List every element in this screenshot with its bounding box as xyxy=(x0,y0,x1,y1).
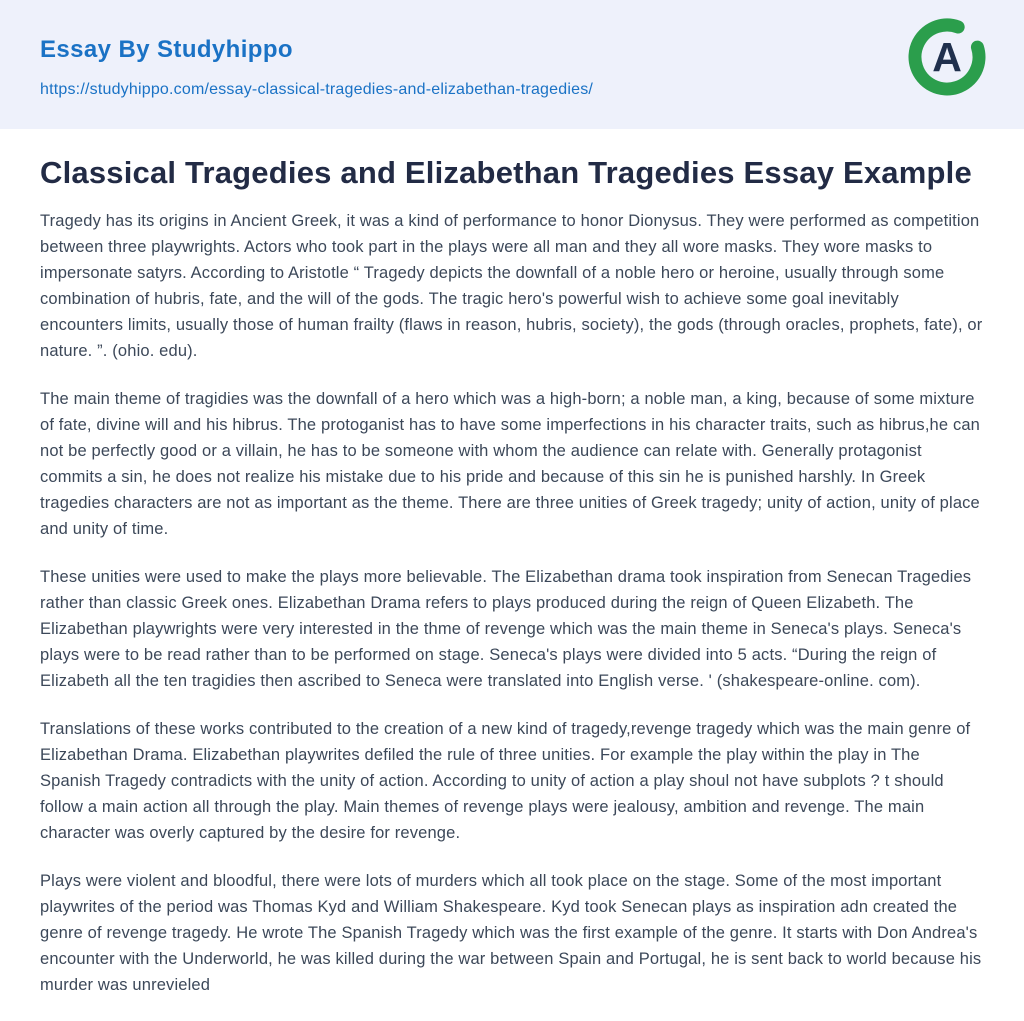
article-paragraph: Tragedy has its origins in Ancient Greek, it was a kind of performance to honor Dionysus. They were performed as competition between three playwrights. Actors who took part in the plays were all man and they all wore masks. They wore masks to impersonate satyrs. According to Aristotle “ Tragedy depicts the downfall of a noble hero or heroine, usually through some combination of hubris, fate, and the will of the gods. The tragic hero's powerful wish to achieve some goal inevitably encounters limits, usually those of human frailty (flaws in reason, hubris, society), the gods (through oracles, prophets, fate), or nature. ”. (ohio. edu). xyxy=(40,212,983,360)
logo-ring-icon xyxy=(908,18,986,96)
site-title: Essay By Studyhippo xyxy=(40,36,293,63)
page-header xyxy=(0,0,1024,129)
logo-letter: A xyxy=(932,34,962,80)
article-paragraph: The main theme of tragidies was the downfall of a hero which was a high-born; a noble man, a king, because of some mixture of fate, divine will and his hibrus. The protoganist has to have some imperfections in his character traits, such as hibrus,he can not be perfectly good or a villain, he has to be someone with whom the audience can relate with. Generally protagonist commits a sin, he does not realize his mistake due to his pride and because of this sin he is punished harshly. In Greek tragedies characters are not as important as the theme. There are three unities of Greek tragedy; unity of action, unity of place and unity of time. xyxy=(40,390,981,538)
article-paragraph: Translations of these works contributed to the creation of a new kind of tragedy,revenge tragedy which was the main genre of Elizabethan Drama. Elizabethan playwrites defiled the rule of three unities. For example the play within the play in The Spanish Tragedy contradicts with the unity of action. According to unity of action a play shoul not have subplots ? t should follow a main action all through the play. Main themes of revenge plays were jealousy, ambition and revenge. The main character was overly captured by the desire for revenge. xyxy=(40,720,971,842)
essay-body xyxy=(40,208,984,998)
article-content xyxy=(0,129,1024,998)
article-paragraph: Plays were violent and bloodful, there were lots of murders which all took place on the stage. Some of the most important playwrites of the period was Thomas Kyd and William Shakespeare. Kyd took Senecan plays as inspiration adn created the genre of revenge tragedy. He wrote The Spanish Tragedy which was the first example of the genre. It starts with Don Andrea's encounter with the Underworld, he was killed during the war between Spain and Portugal, he is sent back to world because his murder was unrevieled xyxy=(40,872,982,994)
source-url-link[interactable]: https://studyhippo.com/essay-classical-tragedies-and-elizabethan-tragedies/ xyxy=(40,81,594,98)
studyhippo-logo-icon xyxy=(908,18,986,96)
article-paragraph: These unities were used to make the plays more believable. The Elizabethan drama took inspiration from Senecan Tragedies rather than classic Greek ones. Elizabethan Drama refers to plays produced during the reign of Queen Elizabeth. The Elizabethan playwrights were very interested in the thme of revenge which was the main theme in Seneca's plays. Seneca's plays were to be read rather than to be performed on stage. Seneca's plays were divided into 5 acts. “During the reign of Elizabeth all the ten tragidies then ascribed to Seneca were translated into English verse. ' (shakespeare-online. com). xyxy=(40,568,972,690)
page-title: Classical Tragedies and Elizabethan Tragedies Essay Example xyxy=(40,155,972,190)
